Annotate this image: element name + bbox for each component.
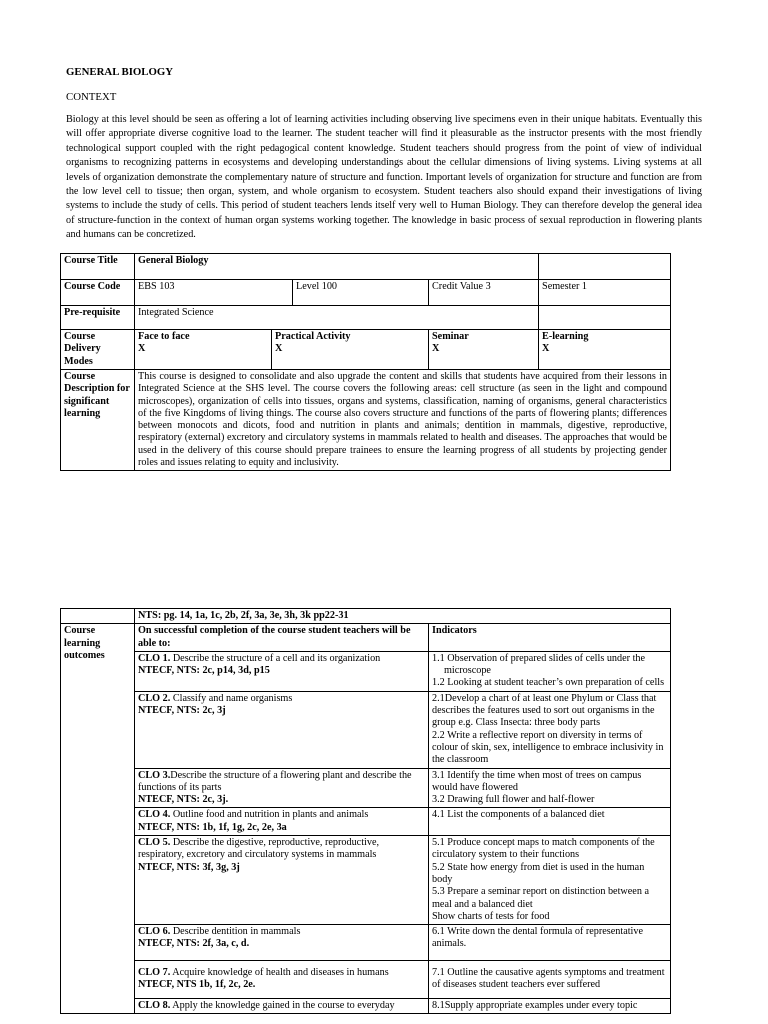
indicator-item: 2.2 Write a reflective report on diversity in terms of colour of skin, sex, intelligence to embrace inclusivity in the classroom <box>432 729 664 766</box>
clo-text: Acquire knowledge of health and diseases in humans <box>170 967 389 979</box>
clo-row <box>61 961 671 999</box>
delivery-mode-name: Practical Activity <box>275 331 351 342</box>
course-code-label: Course Code <box>61 280 135 306</box>
delivery-mode-name: E-learning <box>542 331 589 342</box>
clo-label: CLO 1. <box>138 652 171 664</box>
semester-cell: Semester 1 <box>539 280 671 306</box>
clo-row <box>61 925 671 961</box>
indicator-item: 5.2 State how energy from diet is used in the human body <box>432 861 645 885</box>
indicator-item: 1.1 Observation of prepared slides of cells under the microscope <box>432 652 646 677</box>
prerequisite-label: Pre-requisite <box>61 306 135 330</box>
clo-label: CLO 3. <box>138 769 171 781</box>
clo-cell <box>135 808 429 836</box>
indicator-item: 3.1 Identify the time when most of trees on campus would have flowered <box>432 769 642 793</box>
delivery-modes-label: Course Delivery Modes <box>61 330 135 370</box>
clo-text: Describe the structure of a cell and its organization <box>170 652 381 664</box>
delivery-mode-name: Face to face <box>138 331 190 342</box>
indicator-cell <box>429 768 671 808</box>
course-code-value: EBS 103 <box>135 280 293 306</box>
credit-value-cell: Credit Value 3 <box>429 280 539 306</box>
indicator-cell <box>429 691 671 768</box>
clo-cell <box>135 961 429 999</box>
indicator-item: 5.1 Produce concept maps to match components of the circulatory system to their functions <box>432 837 655 861</box>
empty-cell <box>539 254 671 280</box>
indicator-item: 2.1Develop a chart of at least one Phylum or Class that describes the features used to sort out organisms in the group e.g. Class Insecta: three body parts <box>432 692 657 729</box>
clo-label: CLO 5. <box>138 837 171 849</box>
clo-cell <box>135 651 429 691</box>
indicator-item: 8.1Supply appropriate examples under every topic <box>432 1000 638 1012</box>
context-paragraph: Biology at this level should be seen as offering a lot of learning activities including observing live specimens even in their unique habitats. Eventually this will offer appropriate diverse cognitive load to the learner. The student teacher will find it pleasurable as the instructor presents with the most friendly technological support coupled with the right pedagogical content knowledge. Student teachers should progress from the point of view of individual organisms to recognizing patterns in ecosystems and developing understandings about the cellular dimensions of living systems. Living systems at all levels of organization demonstrate the complementary nature of structure and function. Important levels of organization for structure and function are from the low level cell to tissue; then organ, system, and whole organism to ecosystem. Student teachers also should expand their investigations of living systems to include the study of cells. This period of student teachers lends itself very well to Human Biology. They can therefore develop the general idea of structure-function in the context of human organ systems working together. The knowledge in basic process of sexual reproduction in flowering plants and humans can be concretized. <box>66 114 702 241</box>
clo-text: Classify and name organisms <box>170 692 293 704</box>
clo-row <box>61 691 671 768</box>
indicator-cell <box>429 999 671 1014</box>
clo-reference: NTECF, NTS: 2c, p14, 3d, p15 <box>138 665 270 677</box>
indicator-item: 7.1 Outline the causative agents symptoms and treatment of diseases student teachers ever suffered <box>432 967 665 991</box>
indicator-item: 3.2 Drawing full flower and half-flower <box>432 794 595 806</box>
clo-reference: NTECF, NTS: 2c, 3j <box>138 705 226 717</box>
indicator-item: 5.3 Prepare a seminar report on distinction between a meal and a balanced diet <box>432 886 649 910</box>
indicator-item: 1.2 Looking at student teacher’s own preparation of cells <box>432 677 665 689</box>
indicator-cell <box>429 808 671 836</box>
clo-label: CLO 7. <box>138 967 171 979</box>
course-title-value: General Biology <box>135 254 539 280</box>
indicator-item: 6.1 Write down the dental formula of representative animals. <box>432 926 644 950</box>
delivery-mode-practical <box>272 330 429 370</box>
clo-reference: NTECF, NTS: 3f, 3g, 3j <box>138 861 240 873</box>
page-title: GENERAL BIOLOGY <box>66 66 174 78</box>
clo-row <box>61 999 671 1014</box>
context-heading: CONTEXT <box>66 91 117 103</box>
clo-text: Describe the structure of a flowering plant and describe the functions of its parts <box>138 769 412 793</box>
delivery-mode-mark: X <box>138 343 146 355</box>
clo-reference: NTECF, NTS 1b, 1f, 2c, 2e. <box>138 979 256 991</box>
course-info-table <box>60 253 671 471</box>
indicator-cell <box>429 836 671 925</box>
nts-reference-row: NTS: pg. 14, 1a, 1c, 2b, 2f, 3a, 3e, 3h, 3k pp22-31 <box>135 609 671 624</box>
empty-cell <box>61 609 135 624</box>
clo-label: CLO 6. <box>138 926 171 938</box>
course-title-label: Course Title <box>61 254 135 280</box>
delivery-mode-mark: X <box>275 343 283 355</box>
indicator-item: 4.1 List the components of a balanced diet <box>432 809 605 821</box>
indicator-cell <box>429 961 671 999</box>
clo-cell <box>135 691 429 768</box>
learning-outcomes-table <box>60 608 671 1014</box>
delivery-mode-mark: X <box>542 343 550 355</box>
clo-row <box>61 808 671 836</box>
level-cell: Level 100 <box>293 280 429 306</box>
clo-label: CLO 2. <box>138 692 171 704</box>
course-description: This course is designed to consolidate and also upgrade the content and skills that students have acquired from their lessons in Integrated Science at the SHS level. The course covers the following areas: cell structure (as seen in the light and compound microscopes), organization of cells into tissues, organs and systems, classification, naming of organisms, general characteristics of the five Kingdoms of living things. The course also covers structure and functions of the parts of flowering plants; differences between monocots and dicots, food and nutrition in plants and animals; dentition in mammals, digestive, reproductive, respiratory (external) excretory and circulatory systems in mammals related to health and diseases. The approaches that would be used in the delivery of this course should prepare trainees to ensure the learning progress of all students by projecting gender roles and issues relating to equity and inclusivity. <box>135 370 671 471</box>
clo-text: Apply the knowledge gained in the course to everyday <box>170 1000 395 1012</box>
prerequisite-value: Integrated Science <box>135 306 539 330</box>
delivery-mode-name: Seminar <box>432 331 469 342</box>
clo-label: CLO 4. <box>138 809 171 821</box>
course-description-label: Course Description for significant learning <box>61 370 135 471</box>
delivery-mode-seminar <box>429 330 539 370</box>
outcomes-intro: On successful completion of the course student teachers will be able to: <box>135 624 429 652</box>
clo-reference: NTECF, NTS: 1b, 1f, 1g, 2c, 2e, 3a <box>138 821 287 833</box>
course-learning-outcomes-label: Course learning outcomes <box>61 624 135 1014</box>
clo-row <box>61 651 671 691</box>
clo-reference: NTECF, NTS: 2c, 3j. <box>138 794 229 806</box>
clo-text: Outline food and nutrition in plants and animals <box>170 809 369 821</box>
delivery-mode-face-to-face <box>135 330 272 370</box>
indicator-cell <box>429 651 671 691</box>
indicators-header: Indicators <box>429 624 671 652</box>
clo-text: Describe dentition in mammals <box>170 926 301 938</box>
clo-row <box>61 836 671 925</box>
empty-cell <box>539 306 671 330</box>
clo-cell <box>135 836 429 925</box>
indicator-cell <box>429 925 671 961</box>
delivery-mode-mark: X <box>432 343 440 355</box>
clo-reference: NTECF, NTS: 2f, 3a, c, d. <box>138 938 250 950</box>
indicator-item: Show charts of tests for food <box>432 910 550 922</box>
clo-label: CLO 8. <box>138 1000 171 1012</box>
clo-row <box>61 768 671 808</box>
delivery-mode-elearning <box>539 330 671 370</box>
clo-cell <box>135 925 429 961</box>
clo-cell <box>135 768 429 808</box>
clo-text: Describe the digestive, reproductive, reproductive, respiratory, excretory and circulatory systems in mammals <box>138 837 380 861</box>
clo-cell <box>135 999 429 1014</box>
